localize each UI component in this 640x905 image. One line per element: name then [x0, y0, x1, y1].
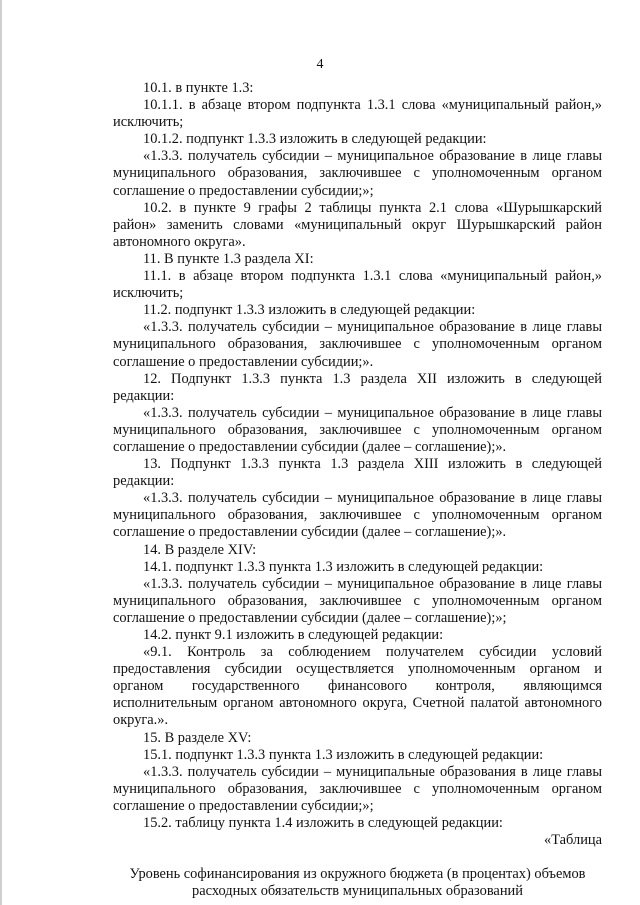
- paragraph: 15. В разделе XV:: [143, 729, 252, 746]
- paragraph: «1.3.3. получатель субсидии – муниципальные образования в лице главы муниципального образования, заключившее с уполномоченным органом соглашение о предоставлении субсидии;»;: [113, 763, 602, 814]
- paragraph: 13. Подпункт 1.3.3 пункта 1.3 раздела XIII изложить в следующей редакции:: [113, 456, 602, 490]
- page-edge: [0, 0, 2, 905]
- paragraph: 14. В разделе XIV:: [143, 541, 257, 558]
- paragraph: 14.1. подпункт 1.3.3 пункта 1.3 изложить в следующей редакции:: [143, 558, 544, 575]
- paragraph: «1.3.3. получатель субсидии – муниципальное образование в лице главы муниципального образования, заключившее с уполномоченным органом соглашение о предоставлении субсидии (далее – соглашение);».: [113, 490, 602, 541]
- paragraph: 14.2. пункт 9.1 изложить в следующей редакции:: [143, 627, 444, 643]
- page-number: 4: [316, 57, 324, 72]
- paragraph: 15.1. подпункт 1.3.3 пункта 1.3 изложить в следующей редакции:: [143, 746, 544, 763]
- paragraph: «1.3.3. получатель субсидии – муниципальное образование в лице главы муниципального образования, заключившее с уполномоченным органом соглашение о предоставлении субсидии (далее – соглашение);»;: [113, 575, 602, 626]
- paragraph: «9.1. Контроль за соблюдением получателем субсидии условий предоставления субсидии осуществляется уполномоченным органом и органом государственного финансового контроля, являющимся исполнительным органом автономного округа, Счетной палатой автономного округа.».: [113, 644, 602, 729]
- table-title: Уровень софинансирования из окружного бюджета (в процентах) объемов расходных обязательств муниципальных образований: [129, 866, 586, 900]
- paragraph: «1.3.3. получатель субсидии – муниципальное образование в лице главы муниципального образования, заключившее с уполномоченным органом соглашение о предоставлении субсидии (далее – соглашение);».: [113, 404, 602, 455]
- paragraph: 11. В пункте 1.3 раздела XI:: [143, 250, 314, 267]
- paragraph: 15.2. таблицу пункта 1.4 изложить в следующей редакции:: [143, 815, 503, 832]
- paragraph: 10.1.1. в абзаце втором подпункта 1.3.1 слова «муниципальный район,» исключить;: [113, 97, 602, 131]
- paragraph: 10.1.2. подпункт 1.3.3 изложить в следующей редакции:: [143, 131, 487, 148]
- paragraph: 11.2. подпункт 1.3.3 изложить в следующей редакции:: [143, 302, 476, 319]
- paragraph: «1.3.3. получатель субсидии – муниципальное образование в лице главы муниципального образования, заключившее с уполномоченным органом соглашение о предоставлении субсидии;»;: [113, 148, 602, 199]
- paragraph: 10.2. в пункте 9 графы 2 таблицы пункта 2.1 слова «Шурышкарский район» заменить словами «муниципальный округ Шурышкарский район автономного округа».: [113, 199, 602, 250]
- document-body: [113, 80, 602, 900]
- paragraph: «1.3.3. получатель субсидии – муниципальное образование в лице главы муниципального образования, заключившее с уполномоченным органом соглашение о предоставлении субсидии;».: [113, 319, 602, 370]
- table-label: «Таблица: [544, 832, 602, 849]
- paragraph: 12. Подпункт 1.3.3 пункта 1.3 раздела XII изложить в следующей редакции:: [113, 370, 602, 404]
- paragraph: 10.1. в пункте 1.3:: [143, 80, 254, 96]
- paragraph: 11.1. в абзаце втором подпункта 1.3.1 слова «муниципальный район,» исключить;: [113, 268, 602, 302]
